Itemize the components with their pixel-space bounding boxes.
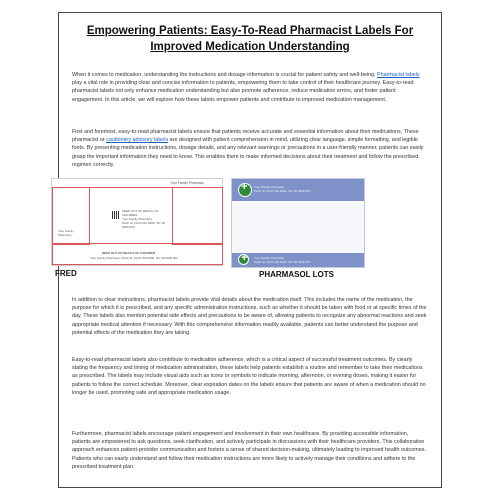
label-footer-text: Your Family Pharmacy Perth St, Perth WA 6000. Tel: 08 0000 000	[254, 256, 311, 264]
document-page	[55, 12, 442, 488]
pharmacy-name-top: Your Family Pharmacy	[170, 181, 204, 185]
cautionary-advisory-labels-link[interactable]: cautionary advisory labels	[106, 137, 169, 144]
paragraph-text: When it comes to medication, understanding the instructions and dosage information is crucial for patient safety and well-being.	[72, 72, 378, 78]
fred-label-image	[51, 178, 223, 266]
paragraph-medication-details: In addition to clear instructions, pharmacist labels provide vital details about the medication itself. This includes the name of the medication, the purpose for which it is prescribed, and any specific administration instructions, such as whether it should be taken with food or at specific times of the day. These labels also mention potential side effects and precautions to be aware of, allowing patients to recognize any abnormal reactions and seek appropriate medical attention if necessary. With this comprehensive information readily available, patients can better understand the purpose and potential effects of the medication they are taking.	[72, 297, 427, 336]
paragraph-text: play a vital role in providing clear and concise information to patients, empowering them to take control of their healthcare journey. Easy-to-read pharmacist labels not only enhance medication understanding but also promote adherence, reduce medication errors, and foster patient engagement. In this article, we will explore how these labels empower patients and contribute to improved medication management.	[72, 80, 414, 103]
paragraph-text: are designed with patient comprehension in mind, utilizing clear language, simple formatting, and legible fonts. By presenting medication instructions, dosage details, and any relevant warnings or precautions in a user-friendly manner, patients can easily grasp the important information they need to know. This enables them to make informed decisions about their treatment and follow the prescribed regimen correctly.	[72, 137, 424, 168]
fred-caption: FRED	[55, 269, 77, 278]
pharmacy-cross-icon	[238, 183, 252, 197]
paragraph-intro	[72, 71, 428, 104]
page-title: Empowering Patients: Easy-To-Read Pharmacist Labels For Improved Medication Understanding	[86, 25, 414, 53]
label-header-text: Your Family Pharmacy Perth St, Perth WA 6000. Tel: 08 0000 000	[254, 185, 311, 193]
paragraph-adherence: Easy-to-read pharmacist labels also contribute to medication adherence, which is a critical aspect of successful treatment outcomes. By clearly stating the frequency and timing of medication administration, these labels help patients establish a routine and remember to take their medications as prescribed. The labels may include visual aids such as icons or symbols to indicate morning, afternoon, or evening doses, making it easier for patients to follow the correct schedule. Moreover, clear expiration dates on the labels ensure that patients are aware of when a medication should no longer be used, promoting safe and appropriate medication usage.	[72, 357, 426, 396]
pharmasol-label-image	[231, 178, 365, 268]
label-barcode-icon	[112, 211, 120, 219]
pharmacy-name-side: Your Family Pharmacy	[58, 229, 74, 237]
label-bottom-warning: KEEP OUT OF REACH OF CHILDREN	[102, 251, 156, 255]
pharmacy-cross-icon-small	[238, 254, 249, 265]
pharmacist-labels-link[interactable]: Pharmacist labels	[377, 72, 420, 78]
label-panel-right	[172, 187, 223, 245]
label-center-text: KEEP OUT OF REACH OF CHILDREN Your Family Pharmacy Perth St, Perth WA 6000. Tel: 08 0000 000	[122, 209, 166, 229]
paragraph-text: First and foremost, easy-to-read pharmacist labels ensure that patients receive accurate and essential information about their medications. These pharmacist or	[72, 129, 419, 144]
label-bottom-address: Your Family Pharmacy, Perth St, Perth WA 6000. Tel: 08 0000 000	[90, 256, 178, 260]
paragraph-accurate-info	[72, 128, 428, 169]
paragraph-engagement: Furthermore, pharmacist labels encourage patient engagement and involvement in their own healthcare. By providing accessible information, patients are empowered to ask questions, seek clarification, and actively participate in discussions with their healthcare providers. This collaborative approach enhances patient-provider communication and fosters a sense of shared decision-making, ultimately leading to improved health outcomes. Patients who can easily understand and follow their medication instructions are more likely to actively manage their conditions and adhere to the prescribed treatment plan.	[72, 431, 426, 470]
pharmasol-caption: PHARMASOL LOTS	[259, 270, 334, 279]
